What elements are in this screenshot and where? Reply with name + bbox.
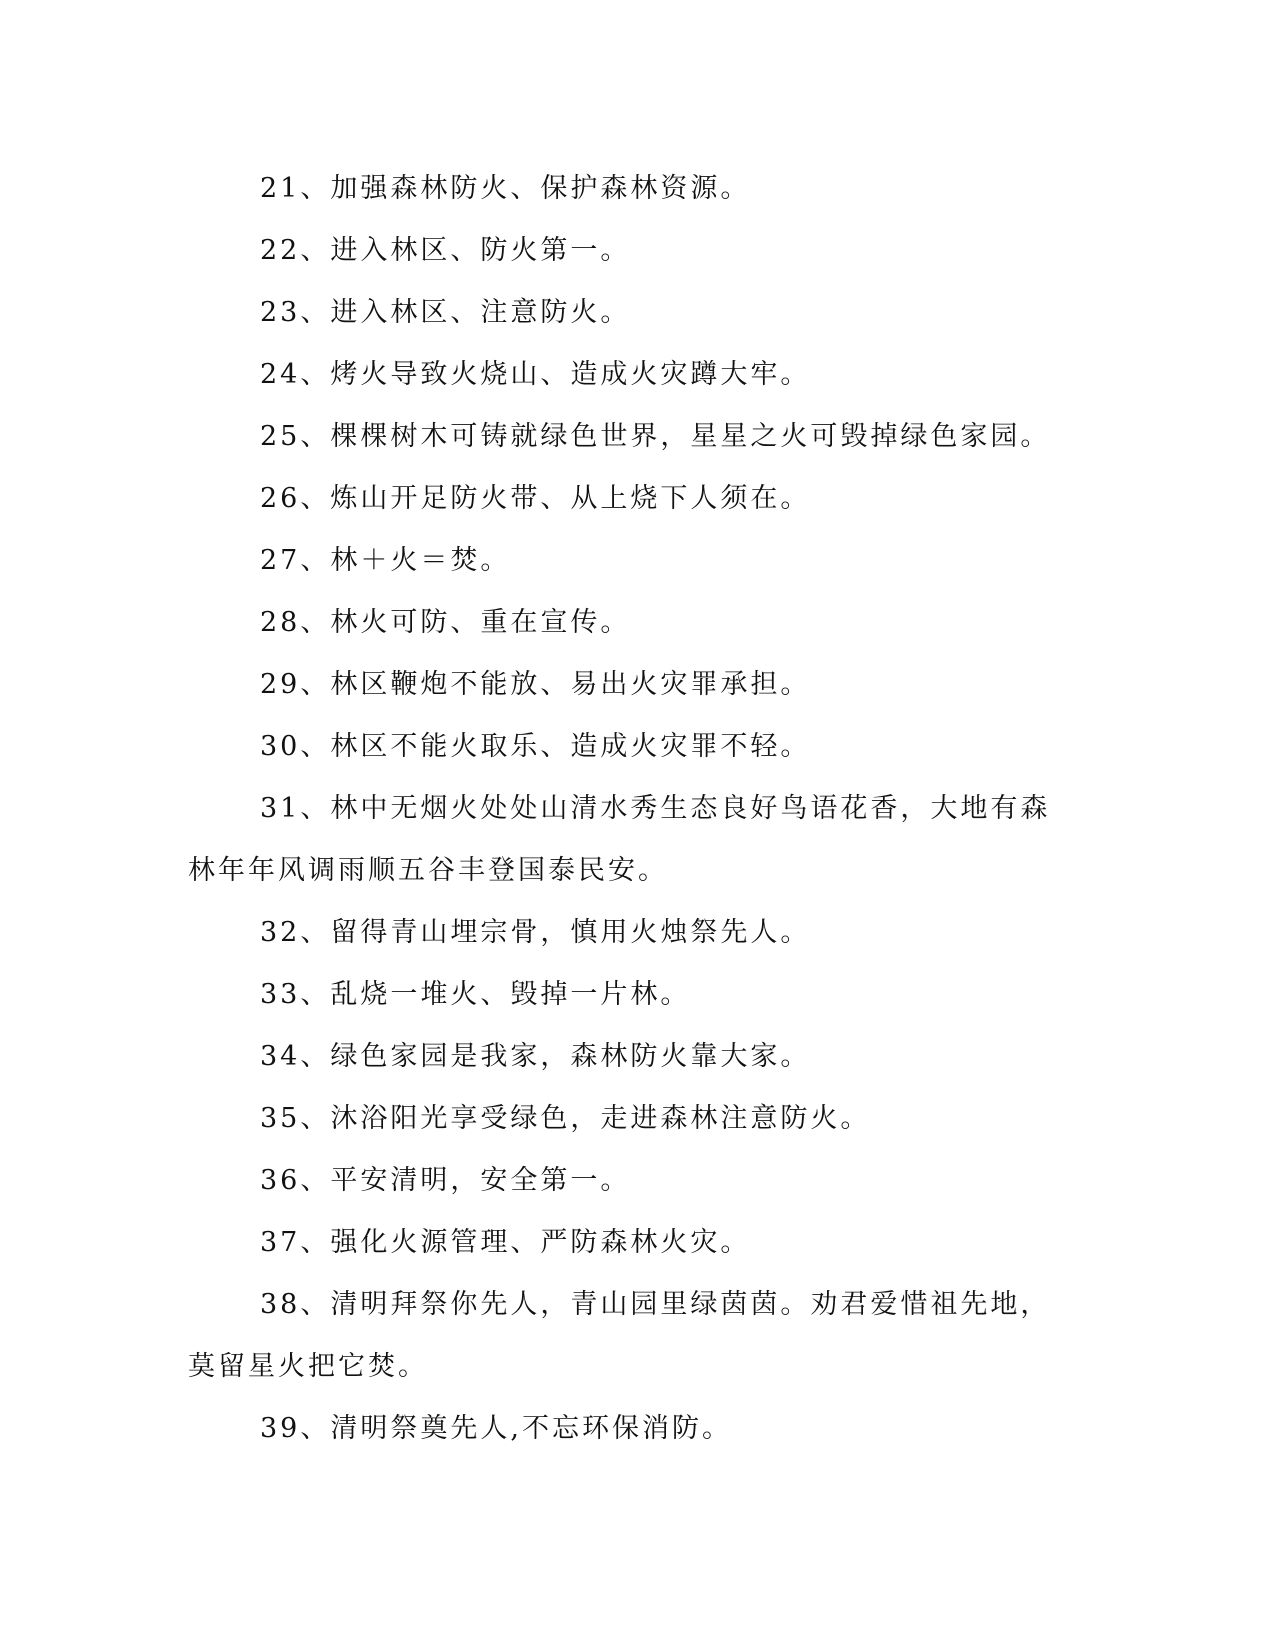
slogan-39: 39、清明祭奠先人,不忘环保消防。 bbox=[260, 1413, 732, 1444]
slogan-26: 26、炼山开足防火带、从上烧下人须在。 bbox=[260, 483, 811, 514]
slogan-37: 37、强化火源管理、严防森林火灾。 bbox=[260, 1227, 751, 1258]
slogan-38: 38、清明拜祭你先人，青山园里绿茵茵。劝君爱惜祖先地，莫留星火把它焚。 bbox=[188, 1289, 1051, 1382]
slogan-list bbox=[188, 158, 1068, 1460]
slogan-28: 28、林火可防、重在宣传。 bbox=[260, 607, 631, 638]
slogan-24: 24、烤火导致火烧山、造成火灾蹲大牢。 bbox=[260, 359, 811, 390]
slogan-35: 35、沐浴阳光享受绿色，走进森林注意防火。 bbox=[260, 1103, 871, 1134]
slogan-27: 27、林＋火＝焚。 bbox=[260, 545, 511, 576]
slogan-31: 31、林中无烟火处处山清水秀生态良好鸟语花香，大地有森林年年风调雨顺五谷丰登国泰民安。 bbox=[188, 793, 1051, 886]
slogan-23: 23、进入林区、注意防火。 bbox=[260, 297, 631, 328]
slogan-30: 30、林区不能火取乐、造成火灾罪不轻。 bbox=[260, 731, 811, 762]
slogan-22: 22、进入林区、防火第一。 bbox=[260, 235, 631, 266]
slogan-33: 33、乱烧一堆火、毁掉一片林。 bbox=[260, 979, 691, 1010]
slogan-32: 32、留得青山埋宗骨，慎用火烛祭先人。 bbox=[260, 917, 811, 948]
slogan-21: 21、加强森林防火、保护森林资源。 bbox=[260, 173, 751, 204]
slogan-25: 25、棵棵树木可铸就绿色世界，星星之火可毁掉绿色家园。 bbox=[260, 421, 1051, 452]
slogan-34: 34、绿色家园是我家，森林防火靠大家。 bbox=[260, 1041, 811, 1072]
slogan-29: 29、林区鞭炮不能放、易出火灾罪承担。 bbox=[260, 669, 811, 700]
slogan-36: 36、平安清明，安全第一。 bbox=[260, 1165, 631, 1196]
